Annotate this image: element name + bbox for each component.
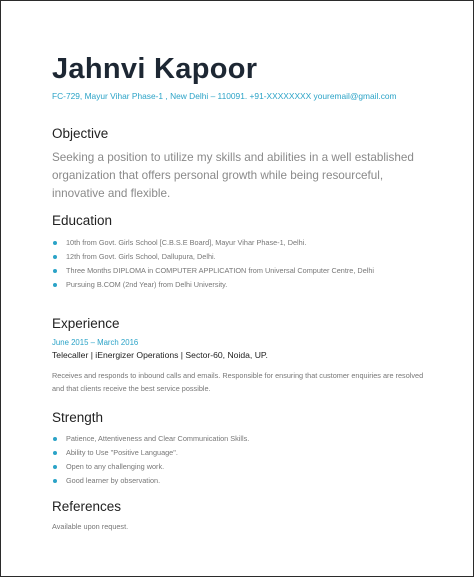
list-item <box>52 264 432 278</box>
strength-list <box>52 432 432 488</box>
experience-description: Receives and responds to inbound calls and emails. Responsible for ensuring that customer enquiries are resolved and that clients receive the best service possible. <box>52 371 424 393</box>
education-item: Three Months DIPLOMA in COMPUTER APPLICATION from Universal Computer Centre, Delhi <box>66 266 375 275</box>
candidate-name: Jahnvi Kapoor <box>52 53 258 85</box>
education-item: 10th from Govt. Girls School [C.B.S.E Board], Mayur Vihar Phase-1, Delhi. <box>66 238 307 247</box>
education-item: 12th from Govt. Girls School, Dallupura, Delhi. <box>66 252 216 261</box>
bullet-icon <box>53 451 57 455</box>
education-heading: Education <box>52 213 113 228</box>
bullet-icon <box>53 479 57 483</box>
contact-line: FC-729, Mayur Vihar Phase-1 , New Delhi – 110091. +91-XXXXXXXX youremail@gmail.com <box>52 91 397 101</box>
references-text: Available upon request. <box>52 522 129 531</box>
list-item <box>52 460 432 474</box>
list-item <box>52 250 432 264</box>
list-item <box>52 432 432 446</box>
experience-dates: June 2015 – March 2016 <box>52 338 139 347</box>
bullet-icon <box>53 255 57 259</box>
objective-text: Seeking a position to utilize my skills and abilities in a well established organization that offers personal growth while being resourceful, innovative and flexible. <box>52 151 414 200</box>
list-item <box>52 236 432 250</box>
bullet-icon <box>53 241 57 245</box>
strength-heading: Strength <box>52 410 104 425</box>
strength-item: Ability to Use "Positive Language". <box>66 448 178 457</box>
list-item <box>52 278 432 292</box>
experience-heading: Experience <box>52 316 120 331</box>
strength-item: Patience, Attentiveness and Clear Communication Skills. <box>66 434 250 443</box>
strength-item: Open to any challenging work. <box>66 462 165 471</box>
list-item <box>52 446 432 460</box>
bullet-icon <box>53 465 57 469</box>
bullet-icon <box>53 283 57 287</box>
bullet-icon <box>53 269 57 273</box>
education-list <box>52 236 432 292</box>
references-heading: References <box>52 499 122 514</box>
strength-item: Good learner by observation. <box>66 476 161 485</box>
objective-heading: Objective <box>52 126 109 141</box>
education-item: Pursuing B.COM (2nd Year) from Delhi University. <box>66 280 228 289</box>
bullet-icon <box>53 437 57 441</box>
list-item <box>52 474 432 488</box>
experience-role: Telecaller | iEnergizer Operations | Sector-60, Noida, UP. <box>52 350 268 360</box>
